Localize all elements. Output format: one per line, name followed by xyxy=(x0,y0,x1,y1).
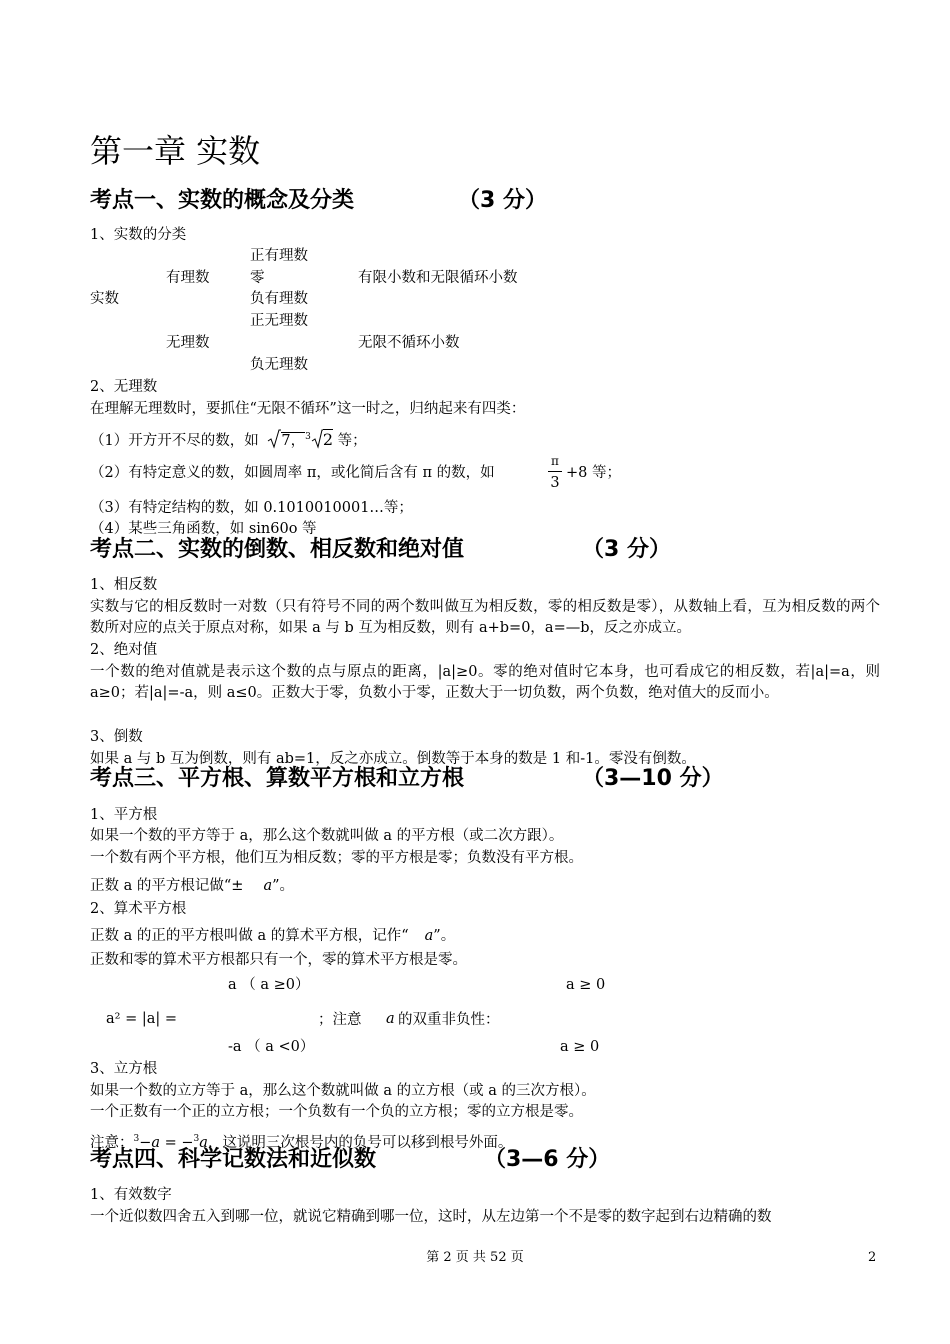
math-expression: a xyxy=(424,928,434,944)
math-expression: a xyxy=(263,878,273,894)
piecewise-case: a （ a ≥0） xyxy=(228,977,310,993)
paragraph: 如果一个数的平方等于 a，那么这个数就叫做 a 的平方根（或二次方跟）。 xyxy=(90,828,564,844)
list-item: （4）某些三角函数，如 sin60o 等 xyxy=(90,521,317,537)
list-item: （3）有特定结构的数，如 0.1010010001…等； xyxy=(90,500,413,516)
paragraph: 如果 a 与 b 互为倒数，则有 ab=1，反之亦成立。倒数等于本身的数是 1 和-1。零没有倒数。 xyxy=(90,751,696,767)
subsection-title: 2、算术平方根 xyxy=(90,901,187,917)
text: 正数 a 的平方根记做“± xyxy=(90,878,244,894)
subsection-title: 2、绝对值 xyxy=(90,642,158,658)
math-expression: a xyxy=(199,1134,208,1151)
tree-node-rational: 有理数 xyxy=(166,270,210,286)
tree-note-rational: 有限小数和无限循环小数 xyxy=(358,270,518,286)
list-item-text: 等； xyxy=(337,432,367,449)
subsection-title: 3、倒数 xyxy=(90,729,143,745)
subsection-title: 3、立方根 xyxy=(90,1061,158,1077)
radical-icon xyxy=(249,874,263,894)
list-item-text: +8 等； xyxy=(566,465,621,481)
fraction-bar xyxy=(548,471,562,472)
section-heading: 考点一、实数的概念及分类 xyxy=(90,188,355,213)
root-index: 3 xyxy=(305,432,311,442)
math-expression: 7， xyxy=(281,432,306,449)
tree-node-neg-irrational: 负无理数 xyxy=(250,357,308,373)
condition: a ≥ 0 xyxy=(566,977,606,993)
text: 正数 a 的正的平方根叫做 a 的算术平方根，记作“ xyxy=(90,928,409,944)
text: 注意： xyxy=(90,1134,134,1151)
paragraph: 一个数有两个平方根，他们互为相反数；零的平方根是零；负数没有平方根。 xyxy=(90,850,583,866)
tree-node-irrational: 无理数 xyxy=(166,335,210,351)
section-score: （3 分） xyxy=(458,188,547,213)
piecewise-case: -a （ a <0） xyxy=(228,1039,315,1055)
tree-node-pos-irrational: 正无理数 xyxy=(250,313,308,329)
paragraph: 实数与它的相反数时一对数（只有符号不同的两个数叫做互为相反数，零的相反数是零），从数轴上看，互为相反数的两个数所对应的点关于原点对称，如果 a 与 b 互为相反数，则有 a+b=0，a=—b，反之亦成立。 xyxy=(90,599,880,636)
radical-icon xyxy=(267,429,281,449)
tree-node-neg-rational: 负有理数 xyxy=(250,291,308,307)
section-heading: 考点三、平方根、算数平方根和立方根 xyxy=(90,766,465,791)
section-score: （3—10 分） xyxy=(582,766,724,791)
list-item xyxy=(90,428,367,450)
text: ”。 xyxy=(433,928,456,944)
text: ；注意 xyxy=(318,1012,362,1028)
radical-icon xyxy=(311,429,323,449)
math-expression: a xyxy=(386,1011,395,1027)
tree-node-pos-rational: 正有理数 xyxy=(250,248,308,264)
subsection-title: 1、相反数 xyxy=(90,577,158,593)
page-number: 2 xyxy=(868,1250,877,1265)
math-expression: 2 xyxy=(322,429,333,449)
tree-node-zero: 零 xyxy=(250,270,265,286)
text: ，这说明三次根号内的负号可以移到根号外面。 xyxy=(207,1134,513,1151)
paragraph: 在理解无理数时，要抓住“无限不循环”这一时之，归纳起来有四类： xyxy=(90,401,526,417)
fraction-numerator: π xyxy=(551,454,559,468)
subsection-title: 2、无理数 xyxy=(90,379,158,395)
tree-root: 实数 xyxy=(90,291,119,307)
section-score: （3 分） xyxy=(582,537,671,562)
subsection-title: 1、实数的分类 xyxy=(90,227,187,243)
paragraph: 正数和零的算术平方根都只有一个，零的算术平方根是零。 xyxy=(90,952,467,968)
paragraph: 一个正数有一个正的立方根；一个负数有一个负的立方根；零的立方根是零。 xyxy=(90,1104,583,1120)
page-number-footer: 第 2 页 共 52 页 xyxy=(426,1250,524,1265)
condition: a ≥ 0 xyxy=(560,1039,600,1055)
section-heading: 考点二、实数的倒数、相反数和绝对值 xyxy=(90,537,465,562)
tree-note-irrational: 无限不循环小数 xyxy=(358,335,460,351)
list-item-text: （1）开方开不尽的数，如 xyxy=(90,432,259,449)
chapter-title: 第一章 实数 xyxy=(90,132,261,170)
fraction-denominator: 3 xyxy=(550,475,560,491)
formula-lhs: a² = |a| = xyxy=(106,1011,177,1027)
paragraph: 一个数的绝对值就是表示这个数的点与原点的距离，|a|≥0。零的绝对值时它本身，也可看成它的相反数，若|a|=a，则 a≥0；若|a|=-a，则 a≤0。正数大于零，负数小于零，正数大于一切负数，两个负数，绝对值大的反而小。 xyxy=(90,664,880,701)
paragraph xyxy=(90,874,294,895)
subsection-title: 1、有效数字 xyxy=(90,1187,172,1203)
subsection-title: 1、平方根 xyxy=(90,807,158,823)
paragraph: 一个近似数四舍五入到哪一位，就说它精确到哪一位，这时，从左边第一个不是零的数字起到右边精确的数 xyxy=(90,1209,772,1225)
paragraph: 注意：$^3$−a = −$^3$a，这说明三次根号内的负号可以移到根号外面。 xyxy=(90,1134,513,1151)
section-score: （3—6 分） xyxy=(484,1147,611,1172)
list-item-text: （2）有特定意义的数，如圆周率 π，或化简后含有 π 的数，如 xyxy=(90,465,495,481)
paragraph xyxy=(90,927,455,945)
paragraph: 如果一个数的立方等于 a，那么这个数就叫做 a 的立方根（或 a 的三次方根）。 xyxy=(90,1083,596,1099)
section-heading: 考点四、科学记数法和近似数 xyxy=(90,1147,377,1172)
math-expression: −a = − xyxy=(139,1134,194,1151)
text: ”。 xyxy=(272,878,295,894)
text: 的双重非负性： xyxy=(398,1012,500,1028)
